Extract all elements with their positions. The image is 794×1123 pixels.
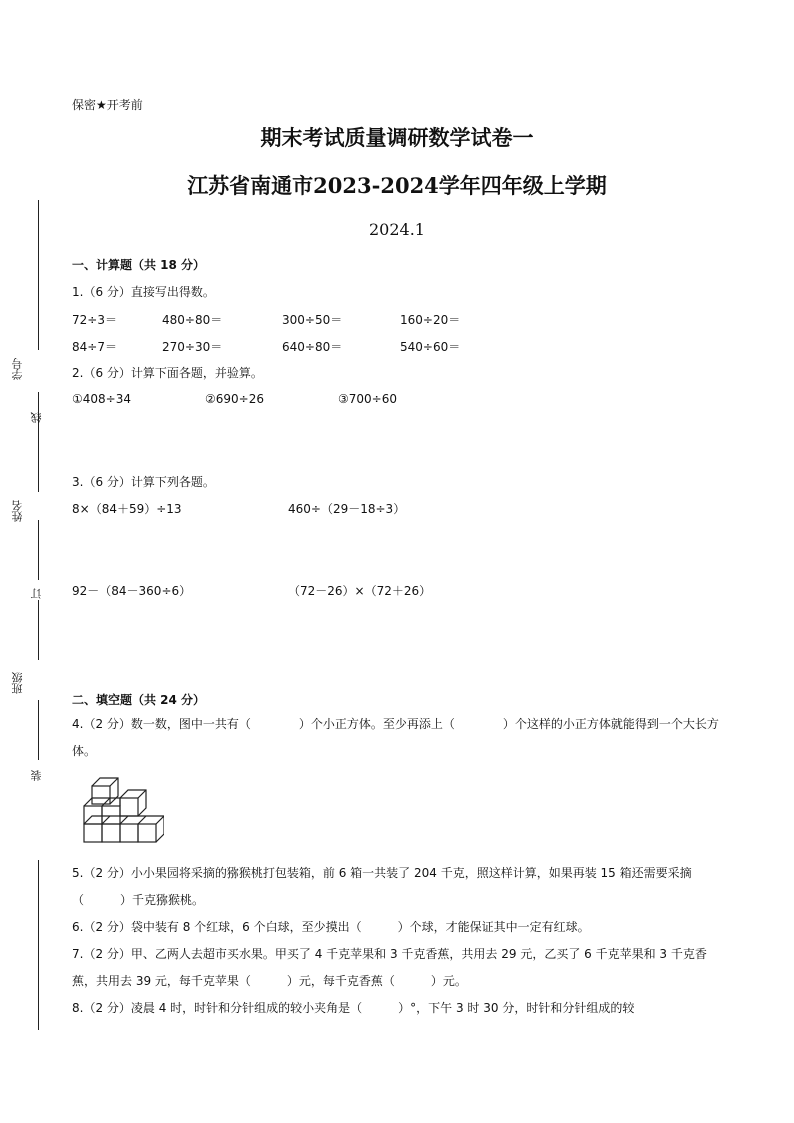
q1-item-4: 160÷20＝ [400,313,461,327]
q1-item-2: 480÷80＝ [162,313,223,327]
q1-item-6: 270÷30＝ [162,340,223,354]
q3-item-2: 460÷（29－18÷3） [288,502,406,516]
page-title: 期末考试质量调研数学试卷一 [260,125,534,150]
q1-item-3: 300÷50＝ [282,313,343,327]
question-6: 6.（2 分）袋中装有 8 个红球，6 个白球，至少摸出（ ）个球，才能保证其中一定有红球。 [72,920,590,934]
q1-item-5: 84÷7＝ [72,340,117,354]
q2-item-3: ③700÷60 [338,392,397,406]
q2-item-2: ②690÷26 [205,392,264,406]
binding-line-2 [38,392,39,492]
q2-item-1: ①408÷34 [72,392,131,406]
q1-item-8: 540÷60＝ [400,340,461,354]
name-label: 姓名 [11,500,24,522]
bind-label: 装 [30,770,43,781]
question-3: 3.（6 分）计算下列各题。 [72,475,215,489]
section-1-heading: 一、计算题（共 18 分） [72,258,206,272]
question-4: 4.（2 分）数一数，图中一共有（ ）个小正方体。至少再添上（ ）个这样的小正方体就能得到一个大长方体。 [72,717,719,758]
question-7: 7.（2 分）甲、乙两人去超市买水果。甲买了 4 千克苹果和 3 千克香蕉，共用去 29 元，乙买了 6 千克苹果和 3 千克香蕉，共用去 39 元，每千克苹果（ ）元，每千克香蕉（ ）元。 [72,947,707,988]
order-label: 订 [30,588,43,599]
binding-line-5 [38,700,39,760]
question-2: 2.（6 分）计算下面各题，并验算。 [72,366,263,380]
q1-item-7: 640÷80＝ [282,340,343,354]
q3-item-3: 92－（84－360÷6） [72,584,192,598]
exam-date: 2024.1 [369,220,425,239]
student-id-label: 学号 [11,358,24,380]
question-1: 1.（6 分）直接写出得数。 [72,285,215,299]
q3-item-4: （72－26）×（72＋26） [288,584,432,598]
binding-line-3 [38,520,39,580]
class-label: 班级 [11,672,24,694]
question-8: 8.（2 分）凌晨 4 时，时针和分针组成的较小夹角是（ ）°，下午 3 时 30 分，时针和分针组成的较 [72,1001,635,1015]
section-2-heading: 二、填空题（共 24 分） [72,693,206,707]
cube-stack-figure [80,776,164,850]
q1-item-1: 72÷3＝ [72,313,117,327]
page-subtitle: 江苏省南通市2023-2024学年四年级上学期 [187,173,607,198]
confidential-mark: 保密★开考前 [72,98,143,112]
question-5: 5.（2 分）小小果园将采摘的猕猴桃打包装箱，前 6 箱一共装了 204 千克，照这样计算，如果再装 15 箱还需要采摘（ ）千克猕猴桃。 [72,866,692,907]
q3-item-1: 8×（84＋59）÷13 [72,502,182,516]
binding-line-6 [38,860,39,1030]
binding-line-4 [38,600,39,660]
line-label: 线 [30,412,43,423]
